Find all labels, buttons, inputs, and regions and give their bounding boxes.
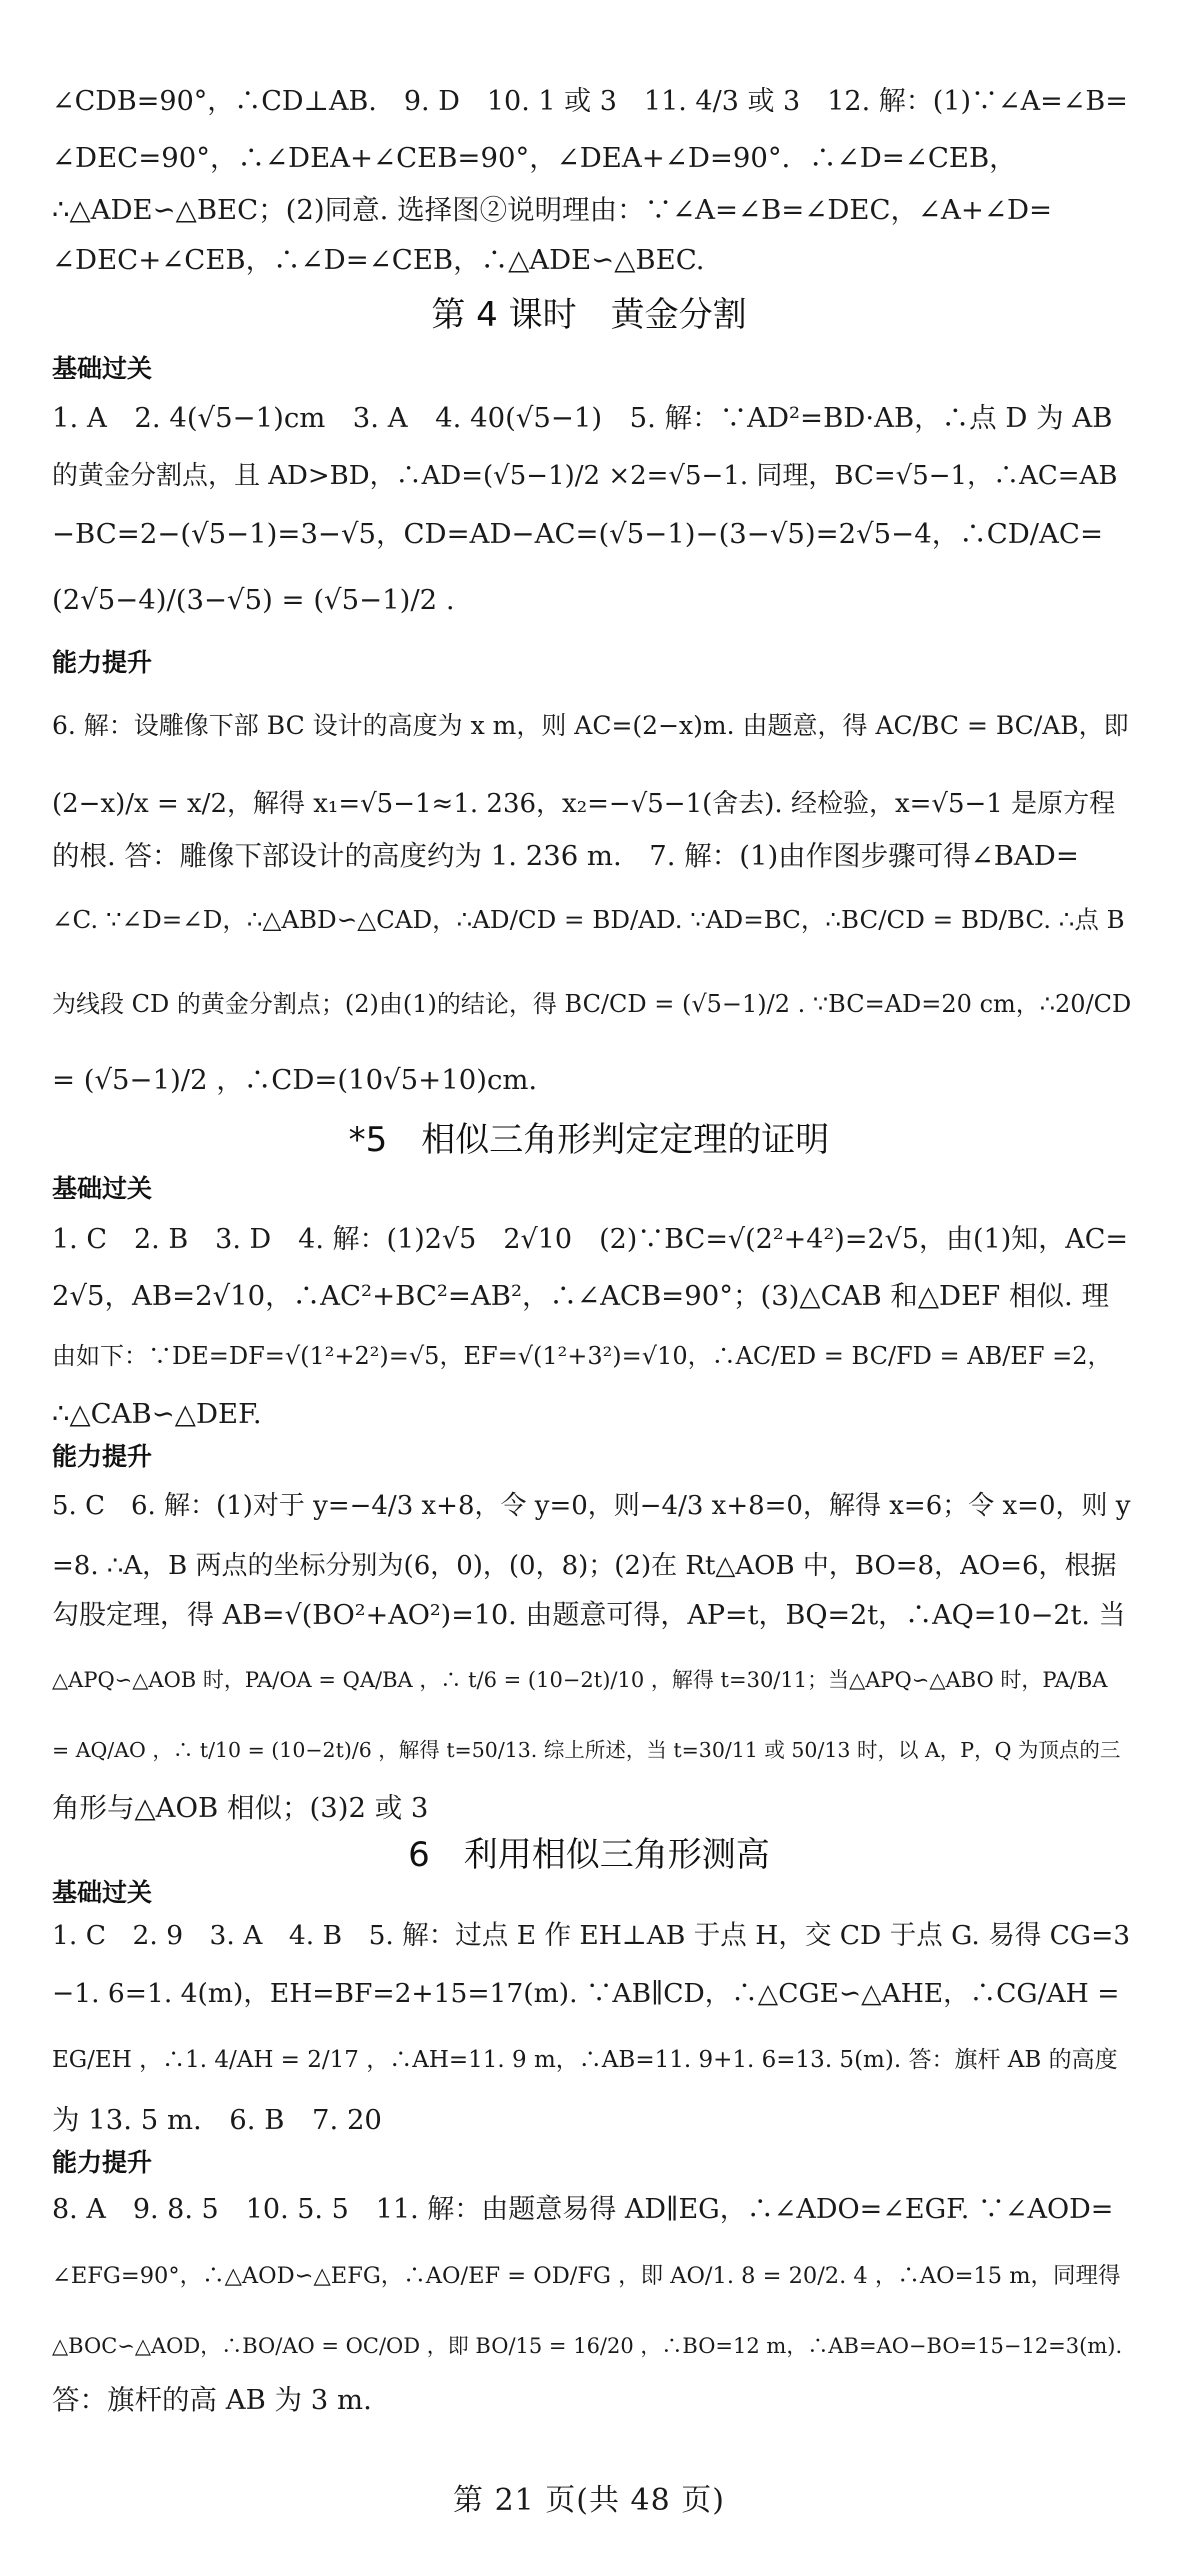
text-line: (2−x)/x = x/2，解得 x₁=√5−1≈1. 236，x₂=−√5−1(舍去). 经检验，x=√5−1 是原方程 bbox=[52, 789, 1116, 819]
text-line: =8. ∴A，B 两点的坐标分别为(6，0)，(0，8)；(2)在 Rt△AOB 中，BO=8，AO=6，根据 bbox=[52, 1551, 1117, 1581]
text-line: 8. A 9. 8. 5 10. 5. 5 11. 解：由题意易得 AD∥EG，∴∠ADO=∠EGF. ∵∠AOD= bbox=[52, 2194, 1114, 2225]
text-line: ∠EFG=90°，∴△AOD∽△EFG，∴AO/EF = OD/FG ，即 AO/1. 8 = 20/2. 4 ，∴AO=15 m，同理得 bbox=[52, 2263, 1121, 2289]
section-title: *5 相似三角形判定定理的证明 bbox=[348, 1120, 830, 1160]
text-line: ∴△CAB∽△DEF. bbox=[52, 1398, 262, 1430]
section-heading: 基础过关 bbox=[52, 354, 153, 383]
text-line: ∠C. ∵∠D=∠D，∴△ABD∽△CAD，∴AD/CD = BD/AD. ∵AD=BC，∴BC/CD = BD/BC. ∴点 B bbox=[52, 905, 1125, 934]
text-line: 2√5，AB=2√10，∴AC²+BC²=AB²，∴∠ACB=90°；(3)△CAB 和△DEF 相似. 理 bbox=[52, 1280, 1109, 1312]
text-line: 为线段 CD 的黄金分割点；(2)由(1)的结论，得 BC/CD = (√5−1)/2 . ∵BC=AD=20 cm，∴20/CD bbox=[52, 990, 1132, 1018]
section-heading: 能力提升 bbox=[52, 1442, 153, 1471]
text-line: 的根. 答：雕像下部设计的高度约为 1. 236 m. 7. 解：(1)由作图步骤可得∠BAD= bbox=[52, 840, 1079, 872]
text-line: ∠DEC=90°，∴∠DEA+∠CEB=90°，∠DEA+∠D=90°．∴∠D=∠CEB， bbox=[52, 142, 1017, 174]
section-heading: 基础过关 bbox=[52, 1174, 153, 1203]
text-line: 1. C 2. B 3. D 4. 解：(1)2√5 2√10 (2)∵BC=√(2²+4²)=2√5，由(1)知，AC= bbox=[52, 1224, 1129, 1255]
section-heading: 基础过关 bbox=[52, 1878, 153, 1907]
text-line: = (√5−1)/2 ，∴CD=(10√5+10)cm. bbox=[52, 1064, 538, 1096]
section-title: 6 利用相似三角形测高 bbox=[408, 1835, 770, 1875]
lesson-title: 第 4 课时 黄金分割 bbox=[431, 295, 747, 335]
text-line: ∴△ADE∽△BEC；(2)同意. 选择图②说明理由：∵∠A=∠B=∠DEC，∠A+∠D= bbox=[52, 194, 1053, 226]
text-line: △APQ∽△AOB 时，PA/OA = QA/BA ，∴ t/6 = (10−2t)/10 ，解得 t=30/11；当△APQ∽△ABO 时，PA/BA bbox=[52, 1668, 1108, 1692]
page-number: 第 21 页(共 48 页) bbox=[453, 2483, 725, 2518]
text-line: 6. 解：设雕像下部 BC 设计的高度为 x m，则 AC=(2−x)m. 由题意，得 AC/BC = BC/AB，即 bbox=[52, 711, 1129, 740]
text-line: (2√5−4)/(3−√5) = (√5−1)/2 . bbox=[52, 584, 455, 616]
section-heading: 能力提升 bbox=[52, 2148, 153, 2177]
text-line: 答：旗杆的高 AB 为 3 m. bbox=[52, 2384, 372, 2416]
text-line: 勾股定理，得 AB=√(BO²+AO²)=10. 由题意可得，AP=t，BQ=2t，∴AQ=10−2t. 当 bbox=[52, 1600, 1126, 1631]
text-line: 为 13. 5 m. 6. B 7. 20 bbox=[52, 2104, 382, 2136]
text-line: 的黄金分割点，且 AD>BD，∴AD=(√5−1)/2 ×2=√5−1. 同理，BC=√5−1，∴AC=AB bbox=[52, 461, 1118, 491]
text-line: ∠CDB=90°，∴CD⊥AB. 9. D 10. 1 或 3 11. 4/3 或 3 12. 解：(1)∵∠A=∠B= bbox=[52, 86, 1128, 117]
section-heading: 能力提升 bbox=[52, 648, 153, 677]
text-line: △BOC∽△AOD，∴BO/AO = OC/OD ，即 BO/15 = 16/20 ，∴BO=12 m，∴AB=AO−BO=15−12=3(m). bbox=[52, 2334, 1123, 2358]
text-line: 1. A 2. 4(√5−1)cm 3. A 4. 40(√5−1) 5. 解：∵AD²=BD·AB，∴点 D 为 AB bbox=[52, 402, 1113, 434]
text-line: EG/EH ，∴1. 4/AH = 2/17 ，∴AH=11. 9 m，∴AB=11. 9+1. 6=13. 5(m). 答：旗杆 AB 的高度 bbox=[52, 2047, 1118, 2073]
text-line: ∠DEC+∠CEB，∴∠D=∠CEB，∴△ADE∽△BEC. bbox=[52, 244, 705, 276]
text-line: −BC=2−(√5−1)=3−√5，CD=AD−AC=(√5−1)−(3−√5)=2√5−4，∴CD/AC= bbox=[52, 518, 1103, 550]
text-line: 1. C 2. 9 3. A 4. B 5. 解：过点 E 作 EH⊥AB 于点 H，交 CD 于点 G. 易得 CG=3 bbox=[52, 1920, 1131, 1951]
text-line: 角形与△AOB 相似；(3)2 或 3 bbox=[52, 1792, 429, 1824]
text-line: 由如下：∵DE=DF=√(1²+2²)=√5，EF=√(1²+3²)=√10，∴AC/ED = BC/FD = AB/EF =2， bbox=[52, 1342, 1112, 1370]
text-line: = AQ/AO ，∴ t/10 = (10−2t)/6 ，解得 t=50/13. 综上所述，当 t=30/11 或 50/13 时，以 A，P，Q 为顶点的三 bbox=[52, 1738, 1121, 1762]
text-line: −1. 6=1. 4(m)，EH=BF=2+15=17(m). ∵AB∥CD，∴△CGE∽△AHE，∴CG/AH = bbox=[52, 1978, 1120, 2009]
text-line: 5. C 6. 解：(1)对于 y=−4/3 x+8，令 y=0，则−4/3 x+8=0，解得 x=6；令 x=0，则 y bbox=[52, 1491, 1131, 1521]
